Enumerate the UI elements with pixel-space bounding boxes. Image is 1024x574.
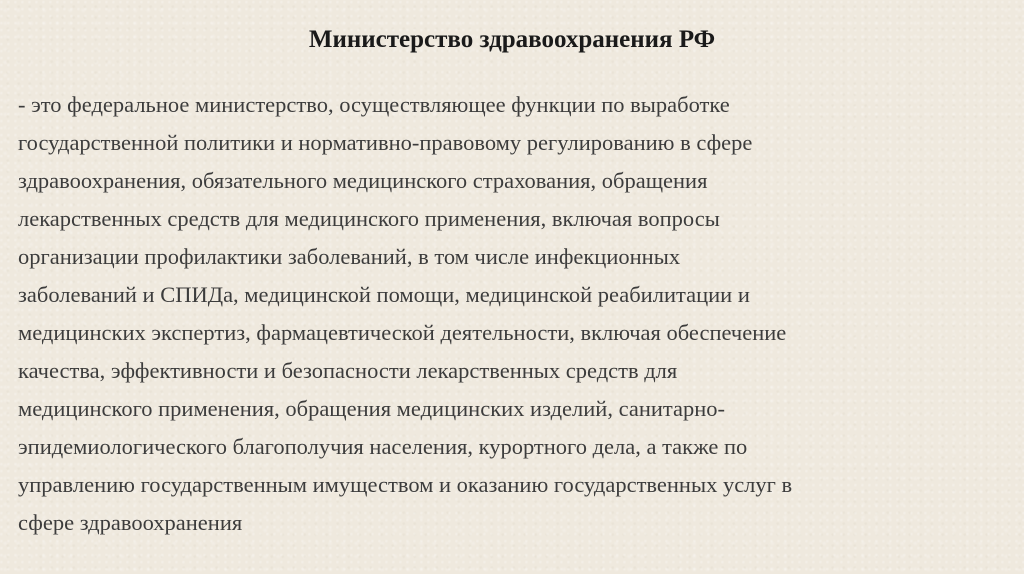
body-line: сфере здравоохранения [18, 510, 243, 535]
body-line: медицинских экспертиз, фармацевтической деятельности, включая обеспечение [18, 320, 787, 345]
slide-body-text [18, 86, 1008, 542]
body-line: эпидемиологического благополучия населения, курортного дела, а также по [18, 434, 748, 459]
body-line: лекарственных средств для медицинского применения, включая вопросы [18, 206, 720, 231]
body-line: медицинского применения, обращения медицинских изделий, санитарно- [18, 396, 726, 421]
slide-title: Министерство здравоохранения РФ [308, 26, 716, 53]
body-line: качества, эффективности и безопасности лекарственных средств для [18, 358, 678, 383]
body-line: - это федеральное министерство, осуществляющее функции по выработке [18, 92, 730, 117]
body-line: заболеваний и СПИДа, медицинской помощи, медицинской реабилитации и [18, 282, 750, 307]
body-line: управлению государственным имуществом и оказанию государственных услуг в [18, 472, 793, 497]
body-line: организации профилактики заболеваний, в том числе инфекционных [18, 244, 681, 269]
body-line: здравоохранения, обязательного медицинского страхования, обращения [18, 168, 708, 193]
body-line: государственной политики и нормативно-правовому регулированию в сфере [18, 130, 753, 155]
